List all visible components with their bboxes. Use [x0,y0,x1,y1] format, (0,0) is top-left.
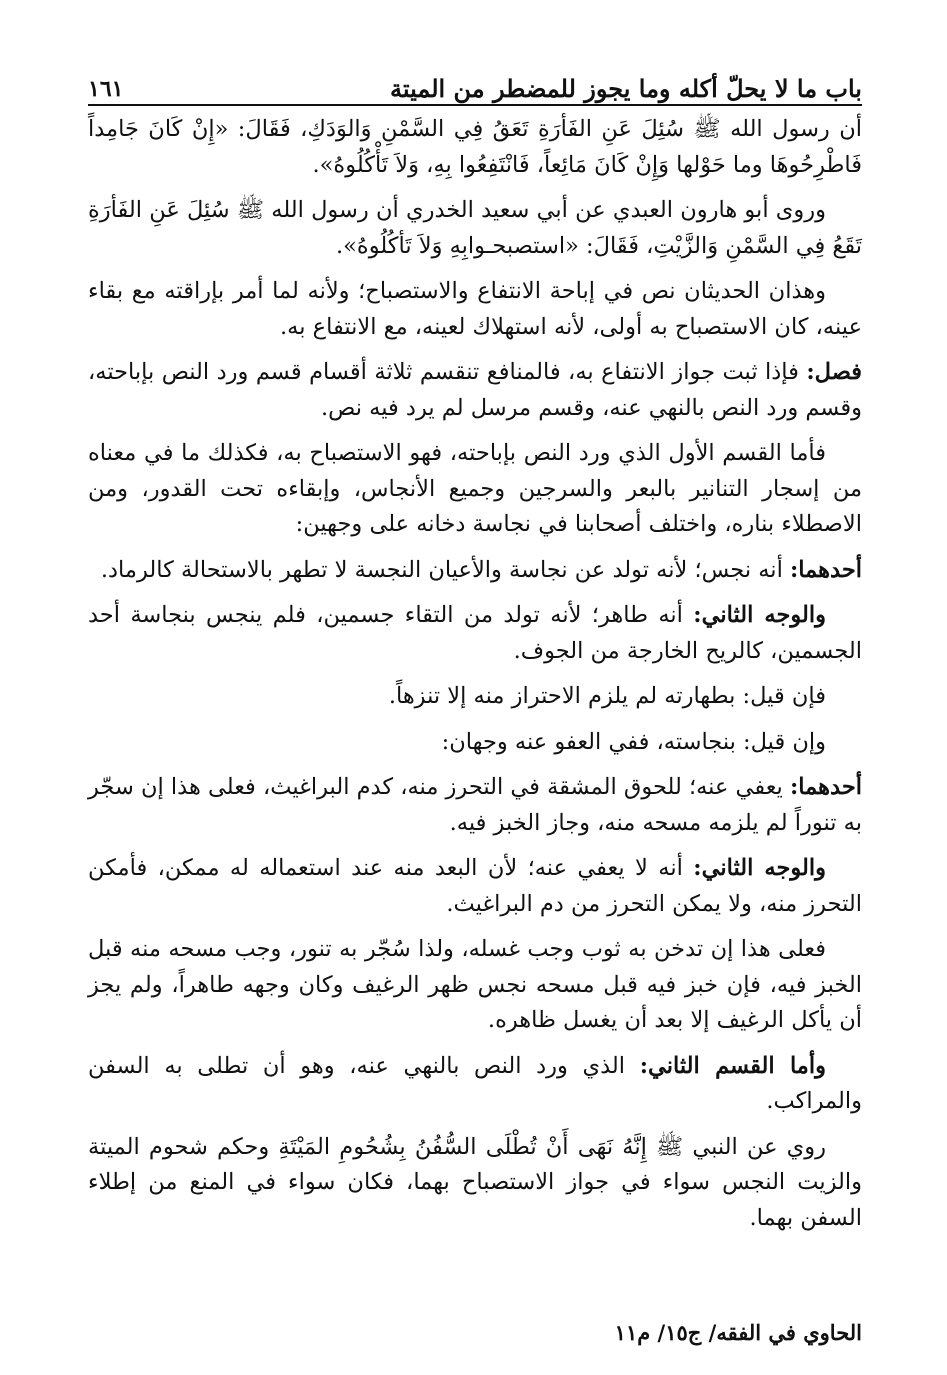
paragraph-text: وإن قيل: بنجاسته، ففي العفو عنه وجهان: [441,728,826,755]
paragraph-text: أنه لا يعفي عنه؛ لأن البعد منه عند استعماله له ممكن، فأمكن التحرز منه، ولا يمكن التحرز من دم البراغيث. [88,855,862,917]
paragraph-lead: أحدهما: [789,556,862,583]
paragraph-text: الذي ورد النص بالنهي عنه، وهو أن تطلى به السفن والمراكب. [88,1052,862,1114]
paragraph [88,274,862,345]
paragraph [88,112,862,183]
paragraph-lead: فصل: [806,359,862,385]
paragraph-lead: وأما القسم الثاني: [639,1052,826,1079]
paragraph-text: فإن قيل: بطهارته لم يلزم الاحتراز منه إلا تنزهاً. [388,683,826,709]
paragraph [88,355,862,426]
paragraph [88,770,862,841]
paragraph [88,679,862,715]
paragraph [88,932,862,1039]
paragraph-text: فأما القسم الأول الذي ورد النص بإباحته، فهو الاستصباح به، فكذلك ما في معناه من إسجار التنانير بالبعر والسرجين وجميع الأنجاس، وإبقاءه تحت القدور، ومن الاصطلاء بناره، واختلف أصحابنا في نجاسة دخانه على وجهين: [88,440,862,537]
paragraph [88,1130,862,1237]
paragraph [88,725,862,761]
paragraph-text: فإذا ثبت جواز الانتفاع به، فالمنافع تنقسم ثلاثة أقسام قسم ورد النص بإباحته، وقسم ورد النص بالنهي عنه، وقسم مرسل لم يرد فيه نص. [88,359,862,421]
paragraph [88,193,862,264]
paragraph-lead: والوجه الثاني: [693,602,826,628]
paragraph-lead: والوجه الثاني: [693,855,826,881]
paragraph [88,553,862,589]
paragraph-text: وروى أبو هارون العبدي عن أبي سعيد الخدري أن رسول الله ﷺ سُئِلَ عَنِ الفَأرَةِ تَقَعُ فِي السَّمْنِ وَالزَّيْتِ، فَقَالَ: «استصبحـوابِهِ وَلاَ تَأكُلُوهُ». [88,197,862,259]
paragraph-text: أنه نجس؛ لأنه تولد عن نجاسة والأعيان النجسة لا تطهر بالاستحالة كالرماد. [100,556,790,583]
paragraph [88,851,862,922]
book-footer: الحاوي في الفقه/ ج١٥/ م١١ [614,1320,862,1345]
paragraph [88,436,862,543]
paragraph-text: أنه طاهر؛ لأنه تولد من التقاء جسمين، فلم ينجس بنجاسة أحد الجسمين، كالريح الخارجة من الجوف. [88,602,862,664]
paragraph-text: روي عن النبي ﷺ إِنَّهُ نَهَى أَنْ تُطْلَى السُّفُنُ بِشُحُومِ المَيْتَةِ وحكم شحوم الميتة والزيت النجس سواء في جواز الاستصباح بهما، فكان سواء في المنع من إطلاء السفن بهما. [88,1133,862,1231]
paragraph [88,598,862,669]
paragraph-text: فعلى هذا إن تدخن به ثوب وجب غسله، ولذا سُجّر به تنور، وجب مسحه منه قبل الخبز فيه، فإن خبز فيه قبل مسحه نجس ظهر الرغيف وكان وجهه طاهراً، ولم يجز أن يأكل الرغيف إلا بعد أن يغسل ظاهره. [88,936,862,1033]
chapter-title: باب ما لا يحلّ أكله وما يجوز للمضطر من الميتة [389,74,862,103]
page-number: ١٦١ [88,76,124,102]
paragraph-text: يعفي عنه؛ للحوق المشقة في التحرز منه، كدم البراغيث، فعلى هذا إن سجّر به تنوراً لم يلزمه مسحه منه، وجاز الخبز فيه. [88,774,862,836]
running-header [88,70,862,106]
paragraph-text: وهذان الحديثان نص في إباحة الانتفاع والاستصباح؛ ولأنه لما أمر بإراقته مع بقاء عينه، كان الاستصباح به أولى، لأنه استهلاك لعينه، مع الانتفاع به. [88,278,862,340]
paragraph-lead: أحدهما: [789,774,862,800]
paragraph [88,1049,862,1120]
page-body [88,112,862,1246]
paragraph-text: أن رسول الله ﷺ سُئِلَ عَنِ الفَأرَةِ تَعَقُ فِي السَّمْنِ وَالوَدَكِ، فَقَالَ: «إِنْ كَانَ جَامِداً فَاطْرِحُوهَا وما حَوْلها وَإِنْ كَانَ مَائِعاً، فَانْتَفِعُوا بِهِ، وَلاَ تَأْكُلُوهُ». [88,116,862,178]
